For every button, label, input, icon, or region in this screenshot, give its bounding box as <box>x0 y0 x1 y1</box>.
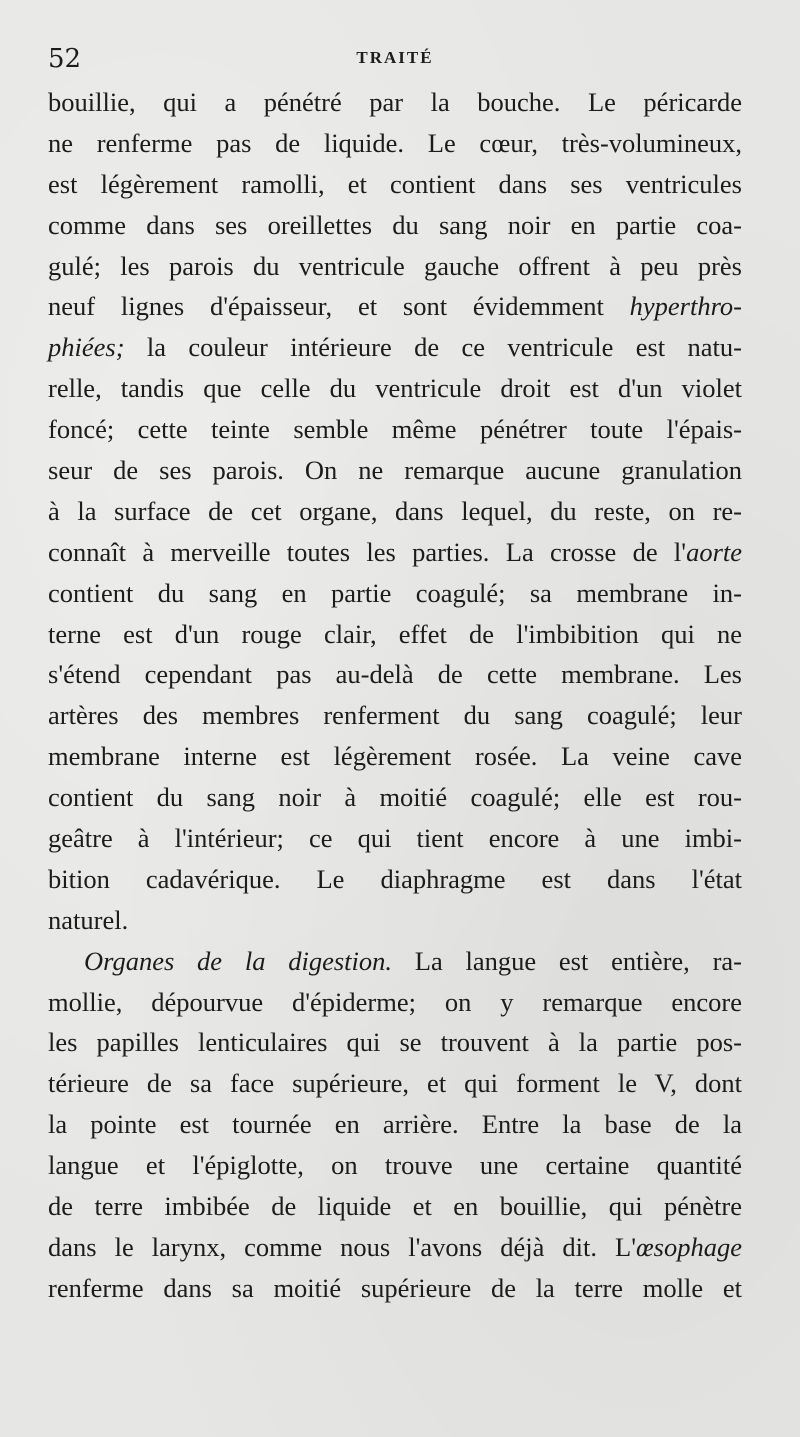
text-line: bouillie, qui a pénétré par la bouche. Le péricarde <box>48 87 742 117</box>
text-line: langue et l'épiglotte, on trouve une certaine quantité <box>48 1150 742 1181</box>
text-line: relle, tandis que celle du ventricule droit est d'un violet <box>48 373 742 404</box>
text-line: dans le larynx, comme nous l'avons déjà dit. L'œsophage <box>48 1231 742 1262</box>
section-heading: Organes de la digestion. <box>84 945 393 976</box>
text-line: terne est d'un rouge clair, effet de l'imbibition qui ne <box>48 618 742 649</box>
page-number: 52 <box>48 44 82 74</box>
text-line: contient du sang en partie coagulé; sa membrane in- <box>48 577 742 608</box>
running-title: TRAITÉ <box>356 48 434 67</box>
text-line: gulé; les parois du ventricule gauche offrent à peu près <box>48 250 742 281</box>
running-head <box>48 44 742 72</box>
text-line: la pointe est tournée en arrière. Entre la base de la <box>48 1109 742 1140</box>
italic-term: hyperthro- <box>629 291 742 322</box>
text-line: membrane interne est légèrement rosée. La veine cave <box>48 741 742 772</box>
section-heading-line: Organes de la digestion. La langue est entière, ra- <box>84 945 742 976</box>
text-line: artères des membres renferment du sang coagulé; leur <box>48 700 742 731</box>
text-line: geâtre à l'intérieur; ce qui tient encore à une imbi- <box>48 823 742 854</box>
text-line: de terre imbibée de liquide et en bouillie, qui pénètre <box>48 1191 742 1222</box>
text-line: renferme dans sa moitié supérieure de la terre molle et <box>48 1272 742 1303</box>
italic-term: aorte <box>686 536 742 567</box>
text-line: comme dans ses oreillettes du sang noir en partie coa- <box>48 209 742 240</box>
text-line: contient du sang noir à moitié coagulé; elle est rou- <box>48 782 742 813</box>
text-line: s'étend cependant pas au-delà de cette membrane. Les <box>48 659 742 690</box>
paragraph-end-line: naturel. <box>48 904 129 935</box>
text-line: est légèrement ramolli, et contient dans ses ventricules <box>48 168 742 199</box>
text-line: seur de ses parois. On ne remarque aucune granulation <box>48 455 742 486</box>
text-line: ne renferme pas de liquide. Le cœur, très-volumineux, <box>48 127 742 158</box>
text-line: foncé; cette teinte semble même pénétrer toute l'épais- <box>48 414 742 445</box>
text-line: mollie, dépourvue d'épiderme; on y remarque encore <box>48 986 742 1017</box>
italic-term: phiées; <box>48 332 125 363</box>
text-line: connaît à merveille toutes les parties. La crosse de l'aorte <box>48 536 742 567</box>
text-line: phiées; la couleur intérieure de ce ventricule est natu- <box>48 332 742 363</box>
text-line: les papilles lenticulaires qui se trouvent à la partie pos- <box>48 1027 742 1058</box>
text-line: bition cadavérique. Le diaphragme est dans l'état <box>48 863 742 894</box>
text-line: à la surface de cet organe, dans lequel, du reste, on re- <box>48 495 742 526</box>
text-line: térieure de sa face supérieure, et qui forment le V, dont <box>48 1068 742 1099</box>
text-line: neuf lignes d'épaisseur, et sont évidemment hyperthro- <box>48 291 742 322</box>
italic-term: œsophage <box>636 1231 742 1262</box>
body-text <box>48 82 742 1309</box>
